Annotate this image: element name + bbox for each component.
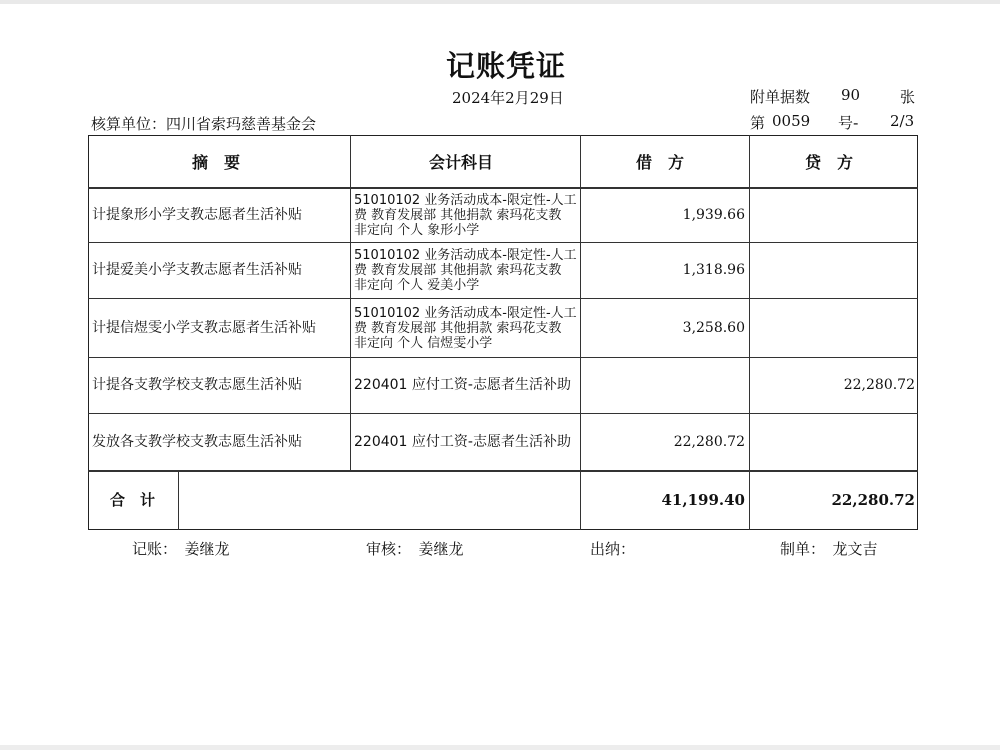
voucher-date: 2024年2月29日 <box>452 89 564 107</box>
column-divider <box>749 135 750 530</box>
row-account: 51010102 业务活动成本-限定性-人工费 教育发展部 其他捐款 索玛花支教 非定向 个人 象形小学 <box>354 192 577 238</box>
attachments-unit: 张 <box>900 88 916 106</box>
row-credit <box>751 299 915 357</box>
row-debit: 1,939.66 <box>682 206 745 223</box>
signature-reviewer: 审核： 姜继龙 <box>366 540 464 558</box>
row-account: 220401 应付工资-志愿者生活补助 <box>354 377 571 393</box>
total-debit: 41,199.40 <box>661 490 745 509</box>
row-credit <box>751 188 915 242</box>
row-account: 220401 应付工资-志愿者生活补助 <box>354 433 571 450</box>
total-credit: 22,280.72 <box>831 490 915 509</box>
row-summary: 计提爱美小学支教志愿者生活补贴 <box>92 262 302 278</box>
row-account: 51010102 业务活动成本-限定性-人工费 教育发展部 其他捐款 索玛花支教 非定向 个人 爱美小学 <box>354 248 577 293</box>
voucher-no: 0059 <box>772 112 811 130</box>
voucher-page: 2/3 <box>890 112 915 130</box>
accounting-unit <box>91 113 316 134</box>
row-summary: 发放各支教学校支教志愿生活补贴 <box>92 433 302 450</box>
row-credit <box>751 414 915 470</box>
total-label: 合 计 <box>110 490 156 509</box>
column-divider <box>350 135 351 470</box>
signature-bookkeeper: 记账： 姜继龙 <box>132 540 230 558</box>
page-title: 记账凭证 <box>446 49 567 83</box>
row-summary: 计提象形小学支教志愿者生活补贴 <box>92 206 302 223</box>
row-debit: 1,318.96 <box>682 262 745 278</box>
column-divider <box>178 470 179 530</box>
row-debit: 22,280.72 <box>673 433 745 450</box>
signature-cashier: 出纳： <box>590 540 636 558</box>
voucher-suffix: 号- <box>838 114 859 132</box>
attachments-number: 90 <box>841 86 861 104</box>
column-divider <box>580 135 581 530</box>
scan-edge-bottom <box>0 745 1000 750</box>
unit-label: 核算单位： <box>91 115 167 133</box>
row-account: 51010102 业务活动成本-限定性-人工费 教育发展部 其他捐款 索玛花支教 非定向 个人 信煜雯小学 <box>354 305 577 351</box>
header-summary: 摘 要 <box>192 153 241 172</box>
signature-preparer: 制单： 龙文吉 <box>780 540 878 558</box>
row-credit <box>751 243 915 298</box>
header-credit: 贷 方 <box>805 153 854 172</box>
row-summary: 计提各支教学校支教志愿生活补贴 <box>92 377 302 393</box>
row-debit <box>582 358 745 413</box>
attachments-label: 附单据数 <box>750 88 811 106</box>
row-summary: 计提信煜雯小学支教志愿者生活补贴 <box>92 319 316 336</box>
unit-name: 四川省索玛慈善基金会 <box>166 115 317 133</box>
attachments-count <box>750 86 916 107</box>
row-credit: 22,280.72 <box>843 377 915 393</box>
header-debit: 借 方 <box>636 153 685 172</box>
scan-edge-top <box>0 0 1000 4</box>
header-account: 会计科目 <box>429 153 494 172</box>
row-debit: 3,258.60 <box>682 319 745 336</box>
voucher-prefix: 第 <box>750 114 766 132</box>
